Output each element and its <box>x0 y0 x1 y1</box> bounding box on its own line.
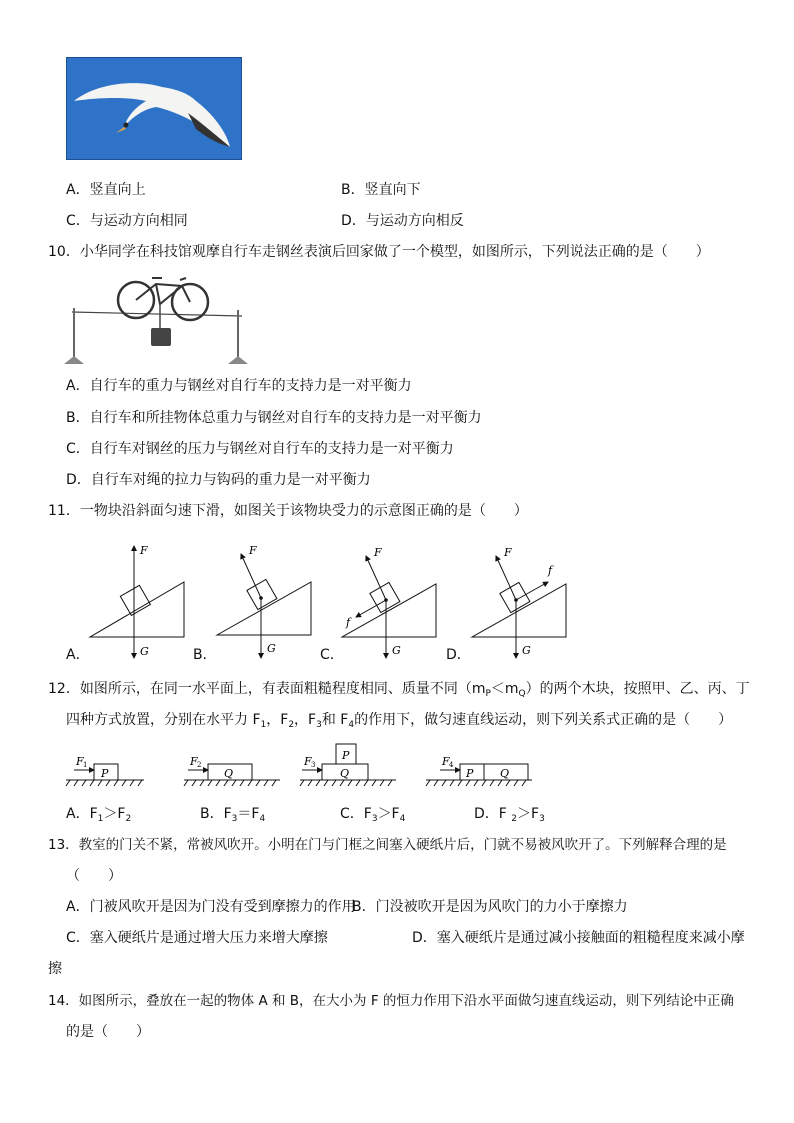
q11d-label-small-f: f <box>548 564 553 577</box>
q12-option-d: D．F $_2>F_3$ <box>474 806 545 824</box>
q11-figure-c <box>338 540 443 665</box>
q9-option-a: A．竖直向上 <box>66 182 146 198</box>
svg-text:P: P <box>466 767 474 780</box>
q14-stem: 14．如图所示，叠放在一起的物体 A 和 B，在大小为 F 的恒力作用下沿水平面做匀速直线运动，则下列结论中正确 <box>48 993 734 1009</box>
q12-option-c: C．$F_3>F_4$ <box>340 806 406 824</box>
q11c-label-f: F <box>374 546 382 559</box>
q11d-label-g: G <box>522 644 531 657</box>
q13-option-d: D．塞入硬纸片是通过减小接触面的粗糙程度来减小摩 <box>412 930 745 946</box>
q13-option-d-cont: 擦 <box>48 961 62 977</box>
q11-letter-b: B． <box>193 647 217 663</box>
crane-photo <box>66 57 242 160</box>
q10-option-b: B．自行车和所挂物体总重力与钢丝对自行车的支持力是一对平衡力 <box>66 410 482 426</box>
q12-option-a: A．$F_1>F_2$ <box>66 806 132 824</box>
q11-letter-c: C． <box>320 647 344 663</box>
svg-text:F: F <box>76 755 84 768</box>
q14-stem-cont: 的是（ ） <box>66 1024 150 1040</box>
q13-stem: 13．教室的门关不紧，常被风吹开。小明在门与门框之间塞入硬纸片后，门就不易被风吹开了。下列解释合理的是 <box>48 837 727 853</box>
q13-option-a: A．门被风吹开是因为门没有受到摩擦力的作用 <box>66 899 356 915</box>
svg-text:Q: Q <box>224 767 234 780</box>
q12-figure-4 <box>424 752 534 794</box>
q13-option-c: C．塞入硬纸片是通过增大压力来增大摩擦 <box>66 930 328 946</box>
q11c-label-g: G <box>392 644 401 657</box>
q12-option-b: B．$F_3=F_4$ <box>200 806 266 824</box>
svg-text:F: F <box>304 755 312 768</box>
svg-text:F: F <box>442 755 450 768</box>
svg-text:F: F <box>190 755 198 768</box>
q11d-label-f: F <box>504 546 512 559</box>
q11-letter-d: D． <box>446 647 471 663</box>
q11c-label-small-f: f <box>346 616 351 629</box>
svg-text:1: 1 <box>83 761 88 769</box>
q11a-label-f: F <box>140 544 148 557</box>
svg-text:4: 4 <box>449 761 454 769</box>
q11b-label-f: F <box>249 544 257 557</box>
svg-text:P: P <box>101 767 109 780</box>
q13-option-b: B．门没被吹开是因为风吹门的力小于摩擦力 <box>352 899 628 915</box>
q12-figure-3 <box>298 740 398 794</box>
q11b-label-g: G <box>267 642 276 655</box>
bicycle-wire-figure <box>60 270 260 370</box>
q11a-label-g: G <box>140 645 149 658</box>
q10-option-a: A．自行车的重力与钢丝对自行车的支持力是一对平衡力 <box>66 378 412 394</box>
q12-figure-2 <box>182 752 282 794</box>
q12-stem-line2: 四种方式放置，分别在水平力 $F_1$，$F_2$，$F_3$和 $F_4$的作用下，做匀速直线运动，则下列关系式正确的是（ ） <box>66 712 733 730</box>
q11-figure-d <box>468 540 573 665</box>
svg-text:2: 2 <box>197 761 202 769</box>
q11-figure-a <box>88 540 188 665</box>
q12-figure-1 <box>64 752 146 794</box>
svg-text:P: P <box>342 749 350 762</box>
q10-stem: 10．小华同学在科技馆观摩自行车走钢丝表演后回家做了一个模型，如图所示，下列说法正确的是（ ） <box>48 244 710 260</box>
q10-option-d: D．自行车对绳的拉力与钩码的重力是一对平衡力 <box>66 472 371 488</box>
svg-text:Q: Q <box>340 767 350 780</box>
q9-option-c: C．与运动方向相同 <box>66 213 188 229</box>
q13-stem-cont: （ ） <box>66 868 122 884</box>
q9-option-d: D．与运动方向相反 <box>341 213 464 229</box>
q11-stem: 11．一物块沿斜面匀速下滑，如图关于该物块受力的示意图正确的是（ ） <box>48 503 528 519</box>
q11-letter-a: A． <box>66 647 90 663</box>
q10-option-c: C．自行车对钢丝的压力与钢丝对自行车的支持力是一对平衡力 <box>66 441 454 457</box>
q9-option-b: B．竖直向下 <box>341 182 421 198</box>
q12-stem-line1: 12．如图所示，在同一水平面上，有表面粗糙程度相同、质量不同$(m_P<m_Q)$的两个木块，按照甲、乙、丙、丁 <box>48 681 750 699</box>
svg-text:3: 3 <box>311 761 316 769</box>
q11-figure-b <box>215 540 315 665</box>
svg-text:Q: Q <box>500 767 510 780</box>
